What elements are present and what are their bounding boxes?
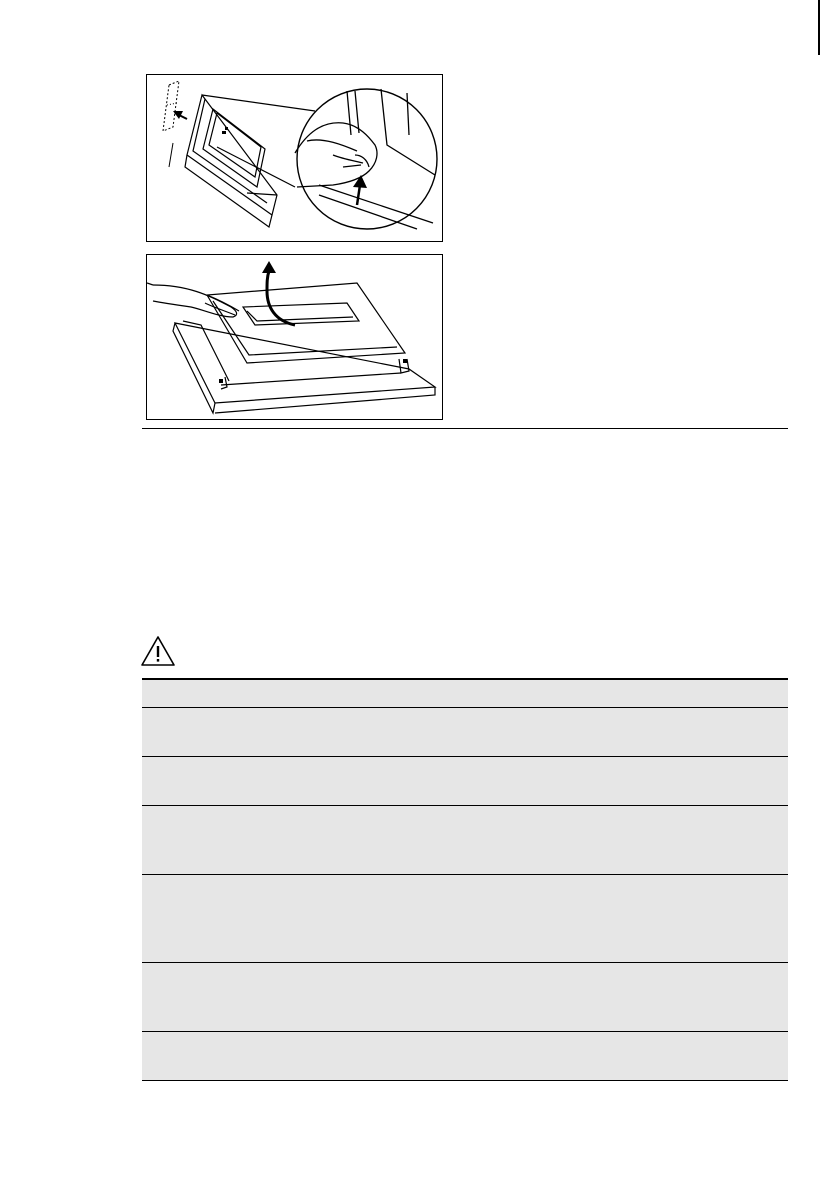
- warning-icon: [140, 634, 176, 668]
- troubleshooting-table: [142, 678, 788, 1081]
- inner-glass-panel-lift-figure: [146, 254, 443, 420]
- door-glass-illustration: [147, 75, 442, 241]
- table-row: [142, 963, 788, 1032]
- table-row: [142, 1032, 788, 1081]
- table-header-row: [142, 680, 788, 708]
- table-row: [142, 757, 788, 806]
- section-divider: [142, 428, 788, 429]
- table-row: [142, 708, 788, 757]
- table-row: [142, 875, 788, 963]
- page-edge-rule: [818, 0, 820, 55]
- glass-lift-illustration: [147, 255, 442, 419]
- door-glass-panel-removal-figure: [146, 74, 443, 242]
- table-row: [142, 806, 788, 875]
